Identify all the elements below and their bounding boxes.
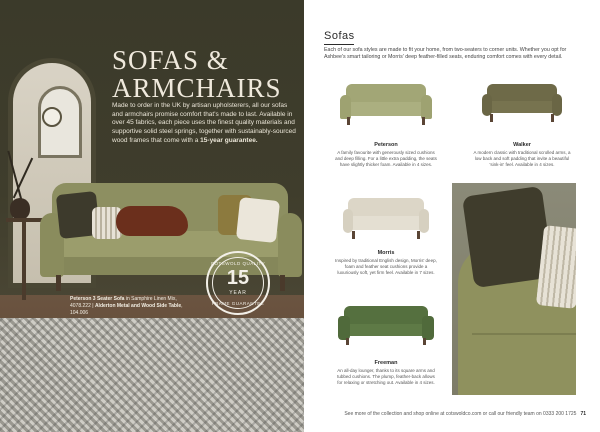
headline-line-2: ARMCHAIRS bbox=[112, 73, 282, 103]
sofa-arm bbox=[482, 94, 492, 116]
sofa-arm-right bbox=[278, 213, 302, 277]
page-footer bbox=[324, 411, 586, 417]
armchair-seam bbox=[472, 333, 576, 335]
badge-number: 15 bbox=[226, 267, 250, 289]
product-peterson[interactable] bbox=[330, 84, 442, 168]
sofa-arm bbox=[552, 94, 562, 116]
sofa-arm bbox=[338, 316, 350, 340]
intro-body: Made to order in the UK by artisan upholsterers, all our sofas and armchairs promise comfort that's made to last. Available in over 45 fabrics, each piece uses the finest quality materials and supportive solid steel springs, together with sustainably-sourced wood frames that come with a bbox=[112, 102, 296, 144]
product-name: Peterson bbox=[374, 142, 398, 148]
cushion-striped bbox=[536, 225, 576, 309]
section-title: Sofas bbox=[324, 30, 355, 42]
product-description: An all-day lounger, thanks to its square arms and tubbed cushions. The plump, feather-back allows for relaxing or stretching out. Available in 4 sizes. bbox=[337, 368, 435, 385]
product-morris[interactable] bbox=[330, 198, 442, 276]
product-description: Inspired by traditional English design, Morris' deep, foam and feather seat cushions provide a luxuriously soft, yet firm feel. Available in 7 sizes. bbox=[335, 258, 437, 275]
caption-detail: in Samphire Linen Mix, 4078.222 | bbox=[70, 296, 177, 309]
footer-text: See more of the collection and shop online at cotswoldco.com or call our friendly team on 0333 200 1725 bbox=[344, 411, 577, 417]
vase bbox=[10, 198, 30, 220]
morris-sofa-image bbox=[343, 198, 429, 242]
product-name: Walker bbox=[513, 142, 531, 148]
side-table-leg bbox=[22, 222, 26, 300]
product-description: A family favourite with generously sized cushions and deep filling. For a little extra padding, the seats have slightly thicker foam. Available in 4 sizes. bbox=[335, 150, 437, 167]
sofa-arm bbox=[343, 209, 353, 234]
sofa-seat bbox=[484, 101, 561, 113]
page-number: 71 bbox=[580, 411, 586, 417]
section-intro: Each of our sofa styles are made to fit your home, from two-seaters to corner units. Whether you opt for Ashbee's smart tailoring or Morris' deep feather-filled seats, enduring comfort comes with every detail. bbox=[324, 47, 567, 60]
sofa-seat bbox=[342, 102, 430, 115]
peterson-sofa-image bbox=[340, 84, 432, 128]
guarantee-badge bbox=[206, 251, 270, 315]
sofa-leg bbox=[347, 117, 350, 125]
sofa-leg bbox=[423, 338, 426, 346]
intro-text bbox=[112, 102, 298, 146]
caption-detail-2: , 104.006 bbox=[70, 303, 183, 316]
title-underline bbox=[324, 44, 354, 45]
dog bbox=[116, 206, 188, 236]
product-name: Morris bbox=[377, 250, 395, 256]
sofa-arm bbox=[419, 209, 429, 234]
sofa-leg bbox=[490, 114, 493, 121]
sofa-leg bbox=[280, 275, 285, 291]
badge-unit: YEAR bbox=[229, 290, 247, 296]
freeman-sofa-image bbox=[338, 306, 434, 348]
rug bbox=[0, 318, 304, 432]
sofa-leg bbox=[56, 275, 61, 291]
product-walker[interactable] bbox=[464, 84, 580, 168]
sofa-seat bbox=[340, 324, 432, 337]
sofa-leg bbox=[417, 231, 420, 239]
sofa-arm bbox=[422, 316, 434, 340]
walker-sofa-image bbox=[482, 84, 562, 124]
sofa-arm bbox=[340, 95, 351, 120]
caption-product-2: Alderton Metal and Wood Side Table bbox=[94, 303, 182, 309]
armchair-closeup-photo bbox=[452, 183, 576, 395]
product-name: Freeman bbox=[374, 360, 398, 366]
photo-caption bbox=[70, 296, 192, 317]
badge-bottom-text: FRAME GUARANTEE bbox=[211, 301, 265, 306]
right-page bbox=[304, 0, 600, 432]
wall-clock bbox=[42, 107, 62, 127]
caption-product: Peterson 3 Seater Sofa bbox=[70, 296, 125, 302]
sofa-leg bbox=[352, 231, 355, 239]
page-headline bbox=[112, 46, 296, 102]
badge-top-text: COTSWOLD QUALITY bbox=[210, 261, 266, 266]
sofa-leg bbox=[422, 117, 425, 125]
sofa-arm bbox=[421, 95, 432, 120]
cushion-floral bbox=[236, 197, 280, 243]
sofa-seat bbox=[345, 216, 428, 229]
sofa-leg bbox=[551, 114, 554, 121]
product-freeman[interactable] bbox=[330, 306, 442, 386]
sofa-leg bbox=[346, 338, 349, 346]
headline-line-1: SOFAS & bbox=[112, 45, 229, 75]
product-description: A modern classic with traditional scrolled arms, a low back and soft padding that invite a beautiful 'sink-in' feel. Available in 4 sizes. bbox=[473, 150, 571, 167]
intro-guarantee: 15-year guarantee. bbox=[200, 136, 258, 144]
